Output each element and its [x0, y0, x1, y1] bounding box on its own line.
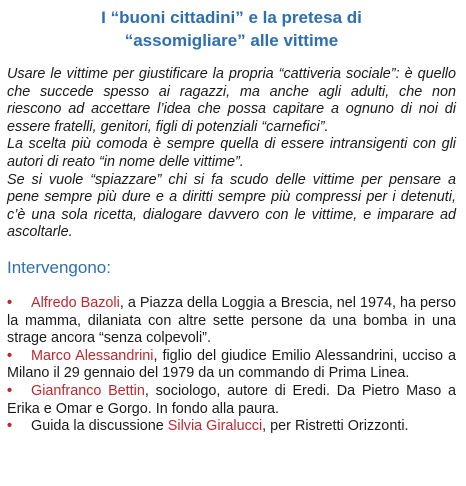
intro-paragraph: Usare le vittime per giustificare la propria “cattiveria sociale”: è quello che succede spesso ai ragazzi, ma anche agli adulti, che non riescono ad accettare l’idea che possa capitare a ognuno di noi di essere fratelli, genitori, figli di potenziali “carnefici”.: [7, 66, 456, 135]
speaker-item: [7, 295, 456, 348]
speaker-item: [7, 383, 456, 418]
speaker-description: , per Ristretti Orizzonti.: [262, 418, 409, 435]
bullet-icon: •: [7, 418, 13, 435]
interventions-heading: Intervengono:: [7, 257, 111, 277]
bullet-icon: •: [7, 382, 13, 399]
speaker-description: , a Piazza della Loggia a Brescia, nel 1974, ha perso la mamma, dilaniata con altre sette persone da una bomba in una strage ancora “senza colpevoli”.: [7, 294, 456, 347]
speaker-name: Gianfranco Bettin: [31, 382, 145, 399]
intro-text: [7, 66, 456, 242]
speakers-list: [7, 295, 456, 436]
speaker-name: Marco Alessandrini: [31, 347, 154, 364]
speaker-item: [7, 348, 456, 383]
speaker-prefix: Guida la discussione: [31, 418, 168, 435]
speaker-description: , figlio del giudice Emilio Alessandrini, ucciso a Milano il 29 gennaio del 1979 da un commando di Prima Linea.: [7, 347, 456, 382]
speaker-item: [7, 418, 456, 436]
intro-paragraph: Se si vuole “spiazzare” chi si fa scudo delle vittime per pensare a pene sempre più dure e a diritti sempre più compressi per i detenuti, c’è una sola ricetta, dialogare davvero con le vittime, e imparare ad ascoltarle.: [7, 171, 456, 241]
speaker-name: Alfredo Bazoli: [31, 294, 120, 311]
intro-paragraph: La scelta più comoda è sempre quella di essere intransigenti con gli autori di reato “in nome delle vittime”.: [7, 136, 456, 170]
title-line-1: I “buoni cittadini” e la pretesa di: [101, 8, 362, 27]
title-line-2: “assomigliare” alle vittime: [124, 31, 339, 50]
page-title: [7, 6, 456, 52]
bullet-icon: •: [7, 294, 13, 311]
speaker-description: , sociologo, autore di Eredi. Da Pietro Maso a Erika e Omar e Gorgo. In fondo alla paura.: [7, 382, 456, 417]
bullet-icon: •: [7, 347, 13, 364]
moderator-name: Silvia Giralucci: [167, 418, 263, 435]
